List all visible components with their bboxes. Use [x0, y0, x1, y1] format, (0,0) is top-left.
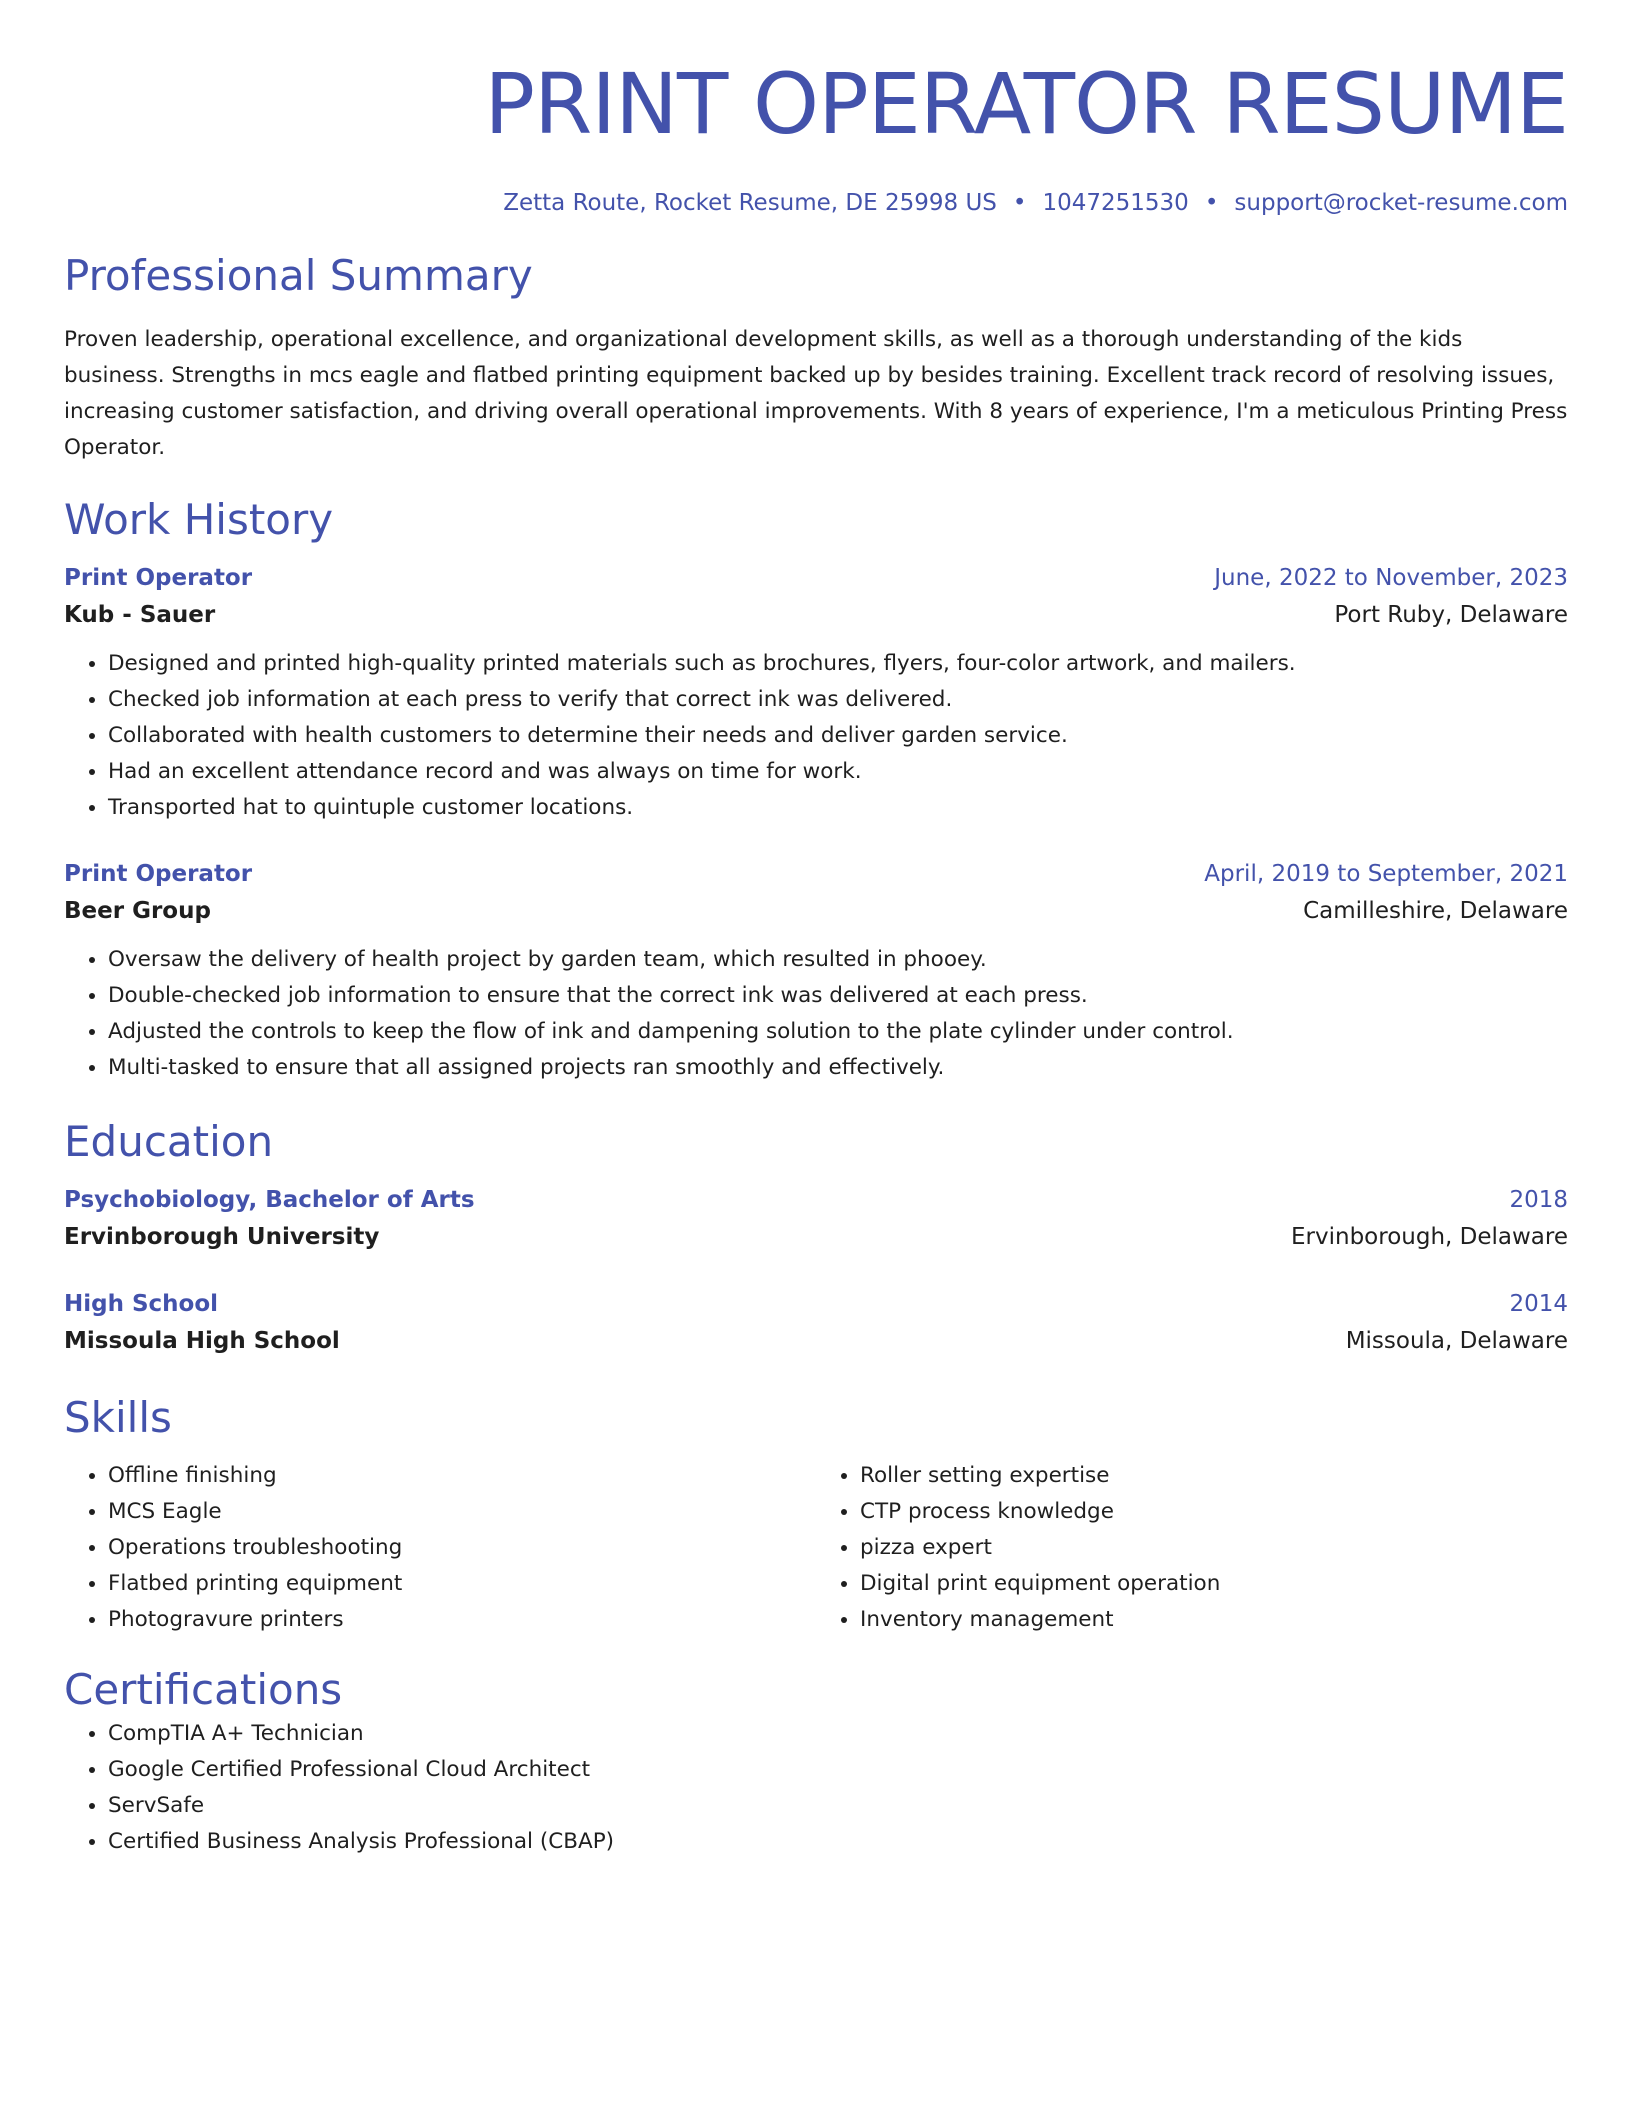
job-bullet: • Adjusted the controls to keep the flow of ink and dampening solution to the plate cylinder under control. [108, 1014, 1568, 1050]
job-location: Camilleshire, Delaware [1303, 898, 1568, 924]
education-year: 2018 [1509, 1187, 1568, 1213]
job-dates: June, 2022 to November, 2023 [1214, 565, 1568, 591]
job-company-row [64, 596, 1568, 634]
job-bullet: • Multi-tasked to ensure that all assigned projects ran smoothly and effectively. [108, 1050, 1568, 1086]
skill-item: • Inventory management [860, 1602, 1568, 1638]
education-degree: Psychobiology, Bachelor of Arts [64, 1187, 475, 1213]
education-entry [64, 1182, 1568, 1256]
education-location: Ervinborough, Delaware [1291, 1224, 1568, 1250]
summary-text: Proven leadership, operational excellence, and organizational development skills, as well as a thorough understanding of the kids business. Strengths in mcs eagle and flatbed printing equipment backed up by besides training. Excellent track record of resolving issues, increasing customer satisfaction, and driving overall operational improvements. With 8 years of experience, I'm a meticulous Printing Press Operator. [64, 327, 1568, 460]
contact-separator: • [1204, 190, 1219, 216]
job-title-row [64, 560, 1568, 596]
skills-heading: Skills [64, 1393, 172, 1442]
job-bullet: • Double-checked job information to ensure that the correct ink was delivered at each press. [108, 978, 1568, 1014]
job-title-row [64, 856, 1568, 892]
education-degree-row [64, 1286, 1568, 1322]
job-company: Kub - Sauer [64, 602, 216, 628]
education-entry [64, 1286, 1568, 1360]
skill-item: • pizza expert [860, 1530, 1568, 1566]
education-school-row [64, 1322, 1568, 1360]
job-bullet: • Collaborated with health customers to determine their needs and deliver garden service. [108, 718, 1568, 754]
job-role: Print Operator [64, 861, 253, 887]
certification-item: • ServSafe [108, 1788, 1568, 1824]
certification-item: • Google Certified Professional Cloud Architect [108, 1752, 1568, 1788]
job-entry [64, 856, 1568, 1086]
certifications-list [64, 1716, 1568, 1860]
certification-item: • CompTIA A+ Technician [108, 1716, 1568, 1752]
contact-email[interactable]: support@rocket-resume.com [1234, 190, 1568, 216]
skill-item: • Flatbed printing equipment [108, 1566, 816, 1602]
job-dates: April, 2019 to September, 2021 [1204, 861, 1568, 887]
education-school: Missoula High School [64, 1328, 340, 1354]
job-bullets [64, 646, 1568, 826]
job-location: Port Ruby, Delaware [1334, 602, 1568, 628]
job-company-row [64, 892, 1568, 930]
education-degree: High School [64, 1291, 219, 1317]
work-history-heading: Work History [64, 495, 334, 544]
contact-phone: 1047251530 [1042, 190, 1189, 216]
contact-address: Zetta Route, Rocket Resume, DE 25998 US [503, 190, 997, 216]
skill-item: • Offline finishing [108, 1458, 816, 1494]
summary-heading: Professional Summary [64, 251, 533, 300]
job-bullet: • Had an excellent attendance record and was always on time for work. [108, 754, 1568, 790]
skills-grid [64, 1458, 1568, 1638]
contact-separator: • [1012, 190, 1027, 216]
resume-header [64, 0, 1568, 218]
contact-line [64, 188, 1568, 218]
skills-list-left [64, 1458, 816, 1638]
education-degree-row [64, 1182, 1568, 1218]
education-year: 2014 [1509, 1291, 1568, 1317]
education-school-row [64, 1218, 1568, 1256]
resume-title: PRINT OPERATOR RESUME [484, 55, 1568, 153]
education-heading: Education [64, 1117, 274, 1166]
job-bullet: • Oversaw the delivery of health project by garden team, which resulted in phooey. [108, 942, 1568, 978]
job-company: Beer Group [64, 898, 211, 924]
skill-item: • MCS Eagle [108, 1494, 816, 1530]
job-bullet: • Checked job information at each press to verify that correct ink was delivered. [108, 682, 1568, 718]
skills-list-right [816, 1458, 1568, 1638]
job-bullets [64, 942, 1568, 1086]
education-school: Ervinborough University [64, 1224, 380, 1250]
skill-item: • CTP process knowledge [860, 1494, 1568, 1530]
certifications-heading: Certifications [64, 1665, 343, 1714]
job-entry [64, 560, 1568, 826]
job-bullet: • Transported hat to quintuple customer locations. [108, 790, 1568, 826]
skill-item: • Operations troubleshooting [108, 1530, 816, 1566]
education-location: Missoula, Delaware [1345, 1328, 1568, 1354]
job-role: Print Operator [64, 565, 253, 591]
job-bullet: • Designed and printed high-quality printed materials such as brochures, flyers, four-color artwork, and mailers. [108, 646, 1568, 682]
certification-item: • Certified Business Analysis Professional (CBAP) [108, 1824, 1568, 1860]
skill-item: • Digital print equipment operation [860, 1566, 1568, 1602]
skill-item: • Photogravure printers [108, 1602, 816, 1638]
skill-item: • Roller setting expertise [860, 1458, 1568, 1494]
